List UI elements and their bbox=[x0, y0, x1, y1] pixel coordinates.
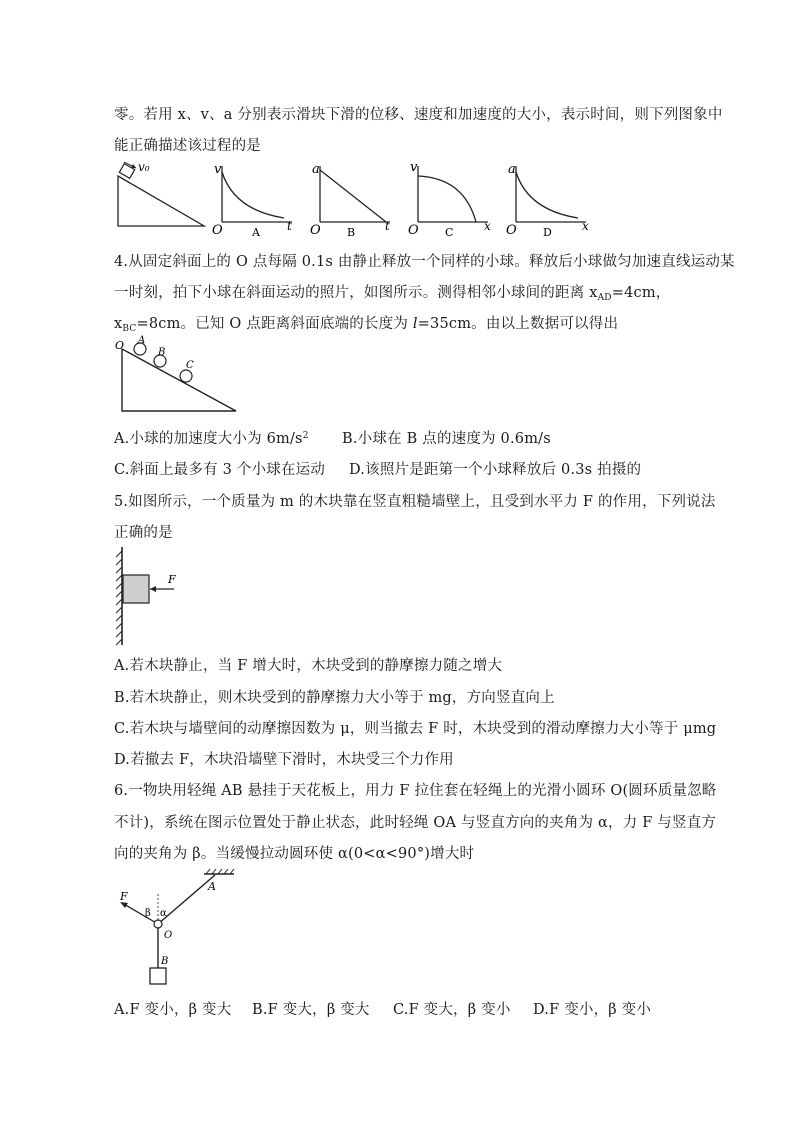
q4-line3-sub: BC bbox=[122, 324, 137, 334]
q6-fig-o: O bbox=[164, 930, 173, 941]
q4-line3-pre: x bbox=[114, 316, 123, 332]
q4-option-b: B.小球在 B 点的速度为 0.6m/s bbox=[342, 431, 551, 447]
q6-fig-f: F bbox=[120, 890, 128, 903]
q6-block bbox=[150, 968, 166, 984]
q5-option-d: D.若撤去 F，木块沿墙壁下滑时，木块受三个力作用 bbox=[114, 752, 454, 768]
q5-line1: 5.如图所示，一个质量为 m 的木块靠在竖直粗糙墙壁上，且受到水平力 F 的作用，下列说法 bbox=[114, 494, 716, 510]
q6-option-a: A.F 变小，β 变大 bbox=[114, 1002, 232, 1018]
q6-fig-b: B bbox=[161, 956, 169, 967]
q3-graph-a-origin: O bbox=[212, 223, 223, 238]
q3-v0-label: v₀ bbox=[138, 160, 150, 174]
q6-fig-beta: β bbox=[145, 908, 151, 919]
q4-option-a bbox=[114, 427, 309, 448]
q6-ring bbox=[154, 920, 162, 928]
q3-graph-b-origin: O bbox=[310, 223, 321, 238]
q3-line1: 零。若用 x、v、a 分别表示滑块下滑的位移、速度和加速度的大小，表示时间，则下列图象中 bbox=[114, 107, 723, 123]
q3-graph-d-origin: O bbox=[506, 223, 517, 238]
q6-rope-figure bbox=[112, 866, 242, 988]
q3-graph-c-xaxis: x bbox=[484, 219, 491, 233]
q4-line3-end: =35cm。由以上数据可以得出 bbox=[417, 316, 619, 332]
q3-graph-c-yaxis: v bbox=[410, 160, 418, 175]
q4-line3-l: l bbox=[412, 316, 418, 332]
q3-graph-c-label: C bbox=[445, 226, 454, 238]
q3-graph-b-xaxis: t bbox=[385, 219, 390, 233]
q4-fig-c: C bbox=[186, 360, 194, 371]
q3-graph-d-yaxis: a bbox=[508, 162, 516, 177]
q6-option-c: C.F 变大，β 变小 bbox=[393, 1002, 511, 1018]
q4-line2-sub: AD bbox=[597, 293, 612, 303]
q6-line3: 向的夹角为 β。当缓慢拉动圆环使 α(0<α<90°)增大时 bbox=[114, 846, 475, 862]
q5-wall-figure bbox=[112, 545, 192, 649]
q6-line1: 6.一物块用轻绳 AB 悬挂于天花板上，用力 F 拉住套在轻绳上的光滑小圆环 O(圆环质量忽略 bbox=[114, 783, 717, 799]
q5-fig-f: F bbox=[168, 573, 176, 586]
q4-option-a-text: A.小球的加速度大小为 6m/s bbox=[114, 431, 303, 447]
q4-fig-a: A bbox=[138, 335, 146, 346]
q3-graph-c-origin: O bbox=[408, 223, 419, 238]
q3-graph-a bbox=[212, 162, 292, 238]
q5-option-a: A.若木块静止，当 F 增大时，木块受到的静摩擦力随之增大 bbox=[114, 658, 503, 674]
q6-option-b: B.F 变大，β 变大 bbox=[252, 1002, 370, 1018]
q3-graph-b-yaxis: a bbox=[312, 162, 320, 177]
q4-fig-o: O bbox=[115, 339, 125, 352]
q3-graph-d-label: D bbox=[543, 226, 552, 238]
q3-graph-a-label: A bbox=[252, 226, 260, 238]
q4-line3-mid: =8cm。已知 O 点距离斜面底端的长度为 bbox=[136, 316, 413, 332]
q4-line1: 4.从固定斜面上的 O 点每隔 0.1s 由静止释放一个同样的小球。释放后小球做匀加速直线运动某 bbox=[114, 254, 735, 270]
q4-line2-end: =4cm， bbox=[611, 285, 671, 301]
q3-graph-b-label: B bbox=[347, 226, 356, 238]
q6-fig-alpha: α bbox=[160, 908, 167, 919]
q4-option-a-sup: 2 bbox=[302, 431, 309, 441]
q3-graphs-figure bbox=[112, 158, 652, 238]
q5-option-c: C.若木块与墙壁间的动摩擦因数为 μ，则当撤去 F 时，木块受到的滑动摩擦力大小等于 μmg bbox=[114, 721, 717, 737]
q5-option-b: B.若木块静止，则木块受到的静摩擦力大小等于 mg，方向竖直向上 bbox=[114, 690, 555, 706]
q5-block bbox=[123, 575, 149, 603]
q6-option-d: D.F 变小，β 变小 bbox=[533, 1002, 652, 1018]
q3-graph-d-xaxis: x bbox=[582, 219, 589, 233]
q5-line2: 正确的是 bbox=[114, 525, 173, 541]
q4-line3 bbox=[114, 312, 618, 334]
q4-incline-figure bbox=[114, 335, 244, 415]
q4-option-c: C.斜面上最多有 3 个小球在运动 bbox=[114, 462, 326, 478]
q3-graph-b bbox=[310, 162, 390, 238]
q4-option-d: D.该照片是距第一个小球释放后 0.3s 拍摄的 bbox=[349, 462, 642, 478]
q4-line2 bbox=[114, 281, 670, 303]
q6-line2: 不计)，系统在图示位置处于静止状态，此时轻绳 OA 与竖直方向的夹角为 α，力 F 与竖直方 bbox=[114, 815, 717, 831]
q3-graph-a-xaxis: t bbox=[287, 219, 292, 233]
q3-line2: 能正确描述该过程的是 bbox=[114, 138, 261, 154]
q3-graph-a-yaxis: v bbox=[214, 162, 222, 177]
q4-ball-c bbox=[180, 370, 192, 382]
q6-fig-a: A bbox=[208, 880, 216, 893]
q3-graph-c bbox=[408, 160, 491, 238]
q4-line2-text: 一时刻，拍下小球在斜面运动的照片，如图所示。测得相邻小球间的距离 x bbox=[114, 285, 598, 301]
q3-graph-d bbox=[506, 162, 589, 238]
q4-fig-b: B bbox=[158, 347, 166, 358]
q3-incline-figure bbox=[118, 160, 204, 226]
